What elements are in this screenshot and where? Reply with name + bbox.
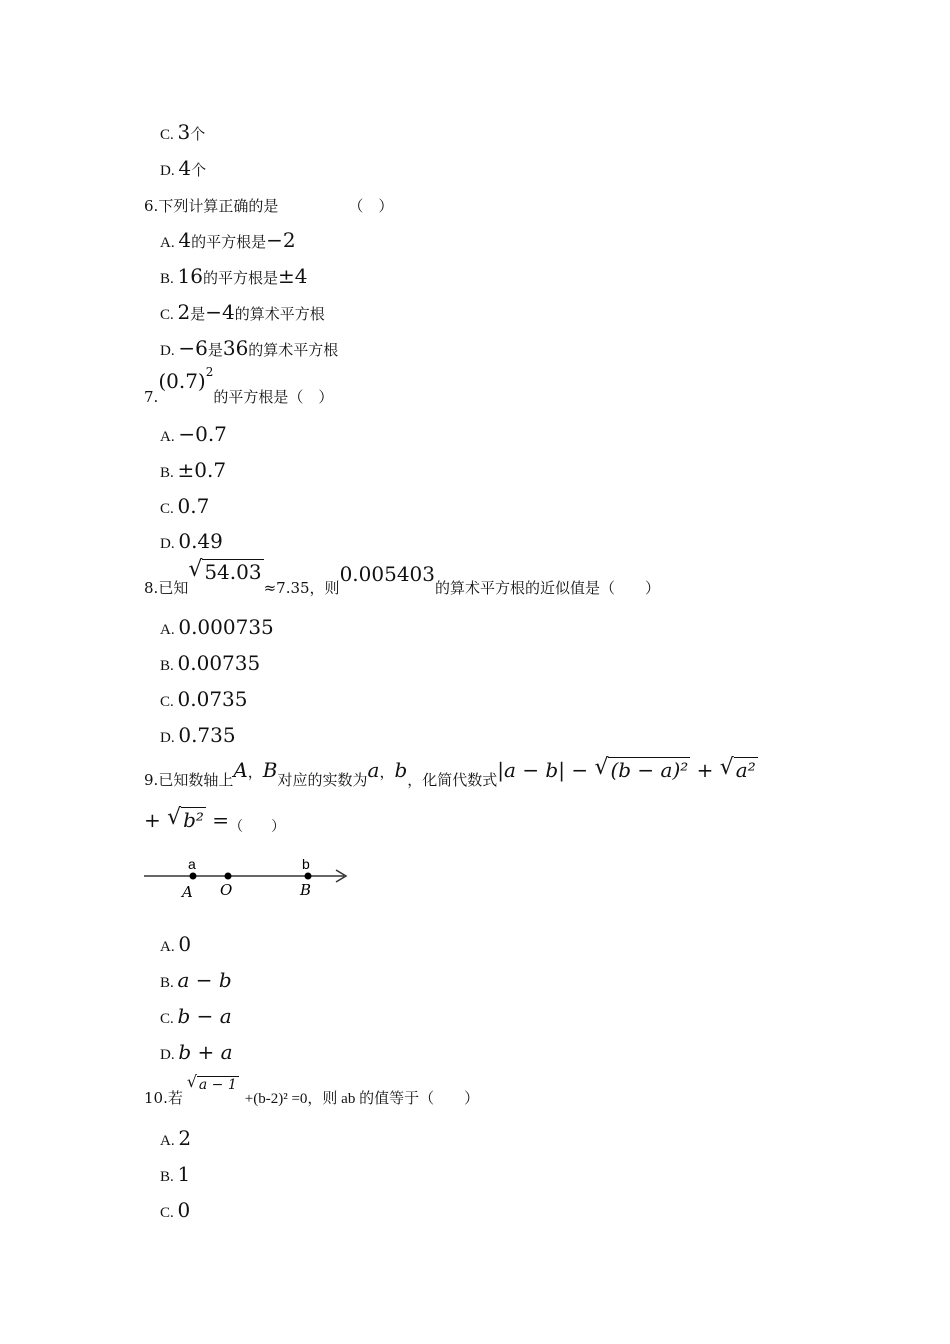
sqrt-a-squared: √ a² bbox=[720, 760, 758, 780]
q8-option-c: C. 0.0735 bbox=[160, 687, 248, 711]
q10-stem: 10.若√ a − 1+(b-2)² =0，则 ab 的值等于（ ） bbox=[144, 1074, 479, 1108]
q8-option-a: A. 0.000735 bbox=[160, 615, 274, 639]
q9-option-c: C. b − a bbox=[160, 1004, 232, 1028]
q7-option-d: D. 0.49 bbox=[160, 529, 223, 553]
q8-option-d: D. 0.735 bbox=[160, 723, 236, 747]
q9-stem-line1: 9.已知数轴上A，B对应的实数为a，b，化简代数式|a − b| − √ (b − a)² + √ a² bbox=[144, 760, 758, 790]
q6-option-c: C. 2是−4的算术平方根 bbox=[160, 300, 325, 324]
q9-option-a: A. 0 bbox=[160, 932, 192, 956]
q8-option-b: B. 0.00735 bbox=[160, 651, 261, 675]
number-line-figure bbox=[140, 852, 360, 912]
q5-option-c: C. 3个 bbox=[160, 120, 206, 144]
sqrt-a-minus-1: √ a − 1 bbox=[187, 1075, 239, 1095]
q10-option-b: B. 1 bbox=[160, 1162, 191, 1186]
q7-option-a: A. −0.7 bbox=[160, 422, 227, 446]
q7-stem: $7.(0.7)^2$的平方根是（ ） bbox=[144, 365, 334, 406]
sqrt-b-minus-a-squared: √ (b − a)² bbox=[594, 760, 690, 780]
q9-option-d: D. b + a bbox=[160, 1040, 233, 1064]
label-point-o: O bbox=[220, 881, 233, 899]
point-o-dot bbox=[225, 873, 232, 880]
label-b: b bbox=[302, 856, 310, 872]
sqrt-b-squared: √ b² bbox=[167, 810, 206, 830]
label-a: a bbox=[188, 856, 196, 872]
q9-stem-line2: + √ b² =（ ） bbox=[144, 810, 285, 840]
q7-option-c: C. 0.7 bbox=[160, 494, 210, 518]
q6-stem: 6.下列计算正确的是 （ ） bbox=[144, 197, 394, 215]
q6-option-b: B. 16的平方根是±4 bbox=[160, 264, 308, 288]
label-point-b: B bbox=[300, 881, 312, 899]
q7-option-b: B. ±0.7 bbox=[160, 458, 227, 482]
q6-option-a: A. 4的平方根是−2 bbox=[160, 228, 296, 252]
q6-option-d: D. −6是36的算术平方根 bbox=[160, 336, 339, 360]
point-a-dot bbox=[190, 873, 197, 880]
q8-stem: 8.已知√ 54.03≈7.35，则0.005403的算术平方根的近似值是（ ） bbox=[144, 562, 660, 596]
q5-option-d: D. 4个 bbox=[160, 156, 207, 180]
label-point-a: A bbox=[182, 883, 193, 901]
q10-option-c: C. 0 bbox=[160, 1198, 191, 1222]
q10-option-a: A. 2 bbox=[160, 1126, 192, 1150]
point-b-dot bbox=[305, 873, 312, 880]
sqrt-54-03: √ 54.03 bbox=[188, 562, 263, 582]
q9-option-b: B. a − b bbox=[160, 968, 232, 992]
